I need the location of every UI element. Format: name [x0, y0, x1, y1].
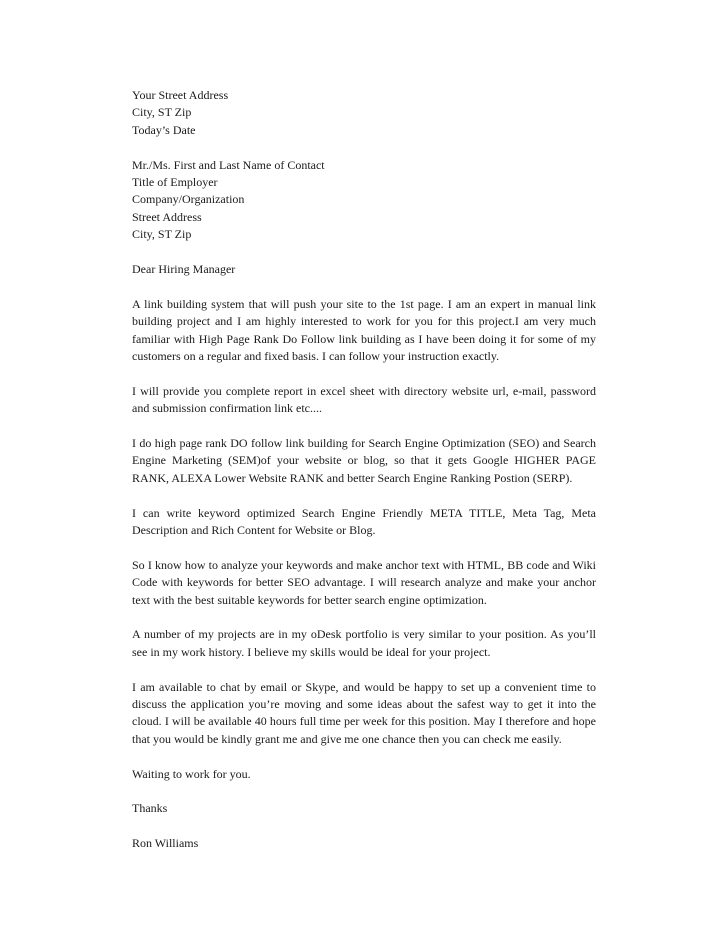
- recipient-city: City, ST Zip: [132, 227, 192, 242]
- letter-date: Today’s Date: [132, 122, 196, 137]
- body-paragraph: I can write keyword optimized Search Engine Friendly META TITLE, Meta Tag, Meta Description and Rich Content for Website or Blog.: [132, 505, 596, 538]
- body-paragraph: I will provide you complete report in excel sheet with directory website url, e-mail, password and submission confirmation link etc....: [132, 383, 596, 416]
- body-paragraph: I do high page rank DO follow link building for Search Engine Optimization (SEO) and Search Engine Marketing (SEM)of your website or blog, so that it gets Google HIGHER PAGE RANK, ALEXA Lower Website RANK and better Search Engine Ranking Postion (SERP).: [132, 436, 596, 485]
- signature-name: Ron Williams: [132, 836, 199, 851]
- recipient-street: Street Address: [132, 209, 202, 224]
- recipient-company: Company/Organization: [132, 192, 245, 207]
- recipient-address-block: [132, 157, 596, 244]
- body-paragraph: A number of my projects are in my oDesk portfolio is very similar to your position. As you’ll see in my work history. I believe my skills would be ideal for your project.: [132, 627, 596, 659]
- body-paragraph: A link building system that will push your site to the 1st page. I am an expert in manual link building project and I am highly interested to work for you for this project.I am very much familiar with High Page Rank Do Follow link building as I have been doing it for some of my customers on a regular and fixed basis. I can follow your instruction exactly.: [132, 296, 596, 364]
- recipient-title: Title of Employer: [132, 175, 218, 190]
- sender-city: City, ST Zip: [132, 105, 192, 120]
- body-paragraph: So I know how to analyze your keywords and make anchor text with HTML, BB code and Wiki Code with keywords for better SEO advantage. I will research analyze and make your anchor text with the best suitable keywords for better search engine optimization.: [132, 557, 596, 607]
- cover-letter: [132, 87, 596, 870]
- sign-off: Thanks: [132, 801, 168, 816]
- recipient-name: Mr./Ms. First and Last Name of Contact: [132, 157, 325, 172]
- closing-line: Waiting to work for you.: [132, 766, 251, 781]
- salutation: Dear Hiring Manager: [132, 262, 236, 277]
- sender-street: Your Street Address: [132, 88, 229, 102]
- body-paragraph: I am available to chat by email or Skype, and would be happy to set up a convenient time to discuss the application you’re moving and some ideas about the safest way to get it into the cloud. I will be available 40 hours full time per week for this position. May I therefore and hope that you would be kindly grant me and give me one chance then you can check me easily.: [132, 679, 596, 746]
- sender-address-block: [132, 87, 596, 139]
